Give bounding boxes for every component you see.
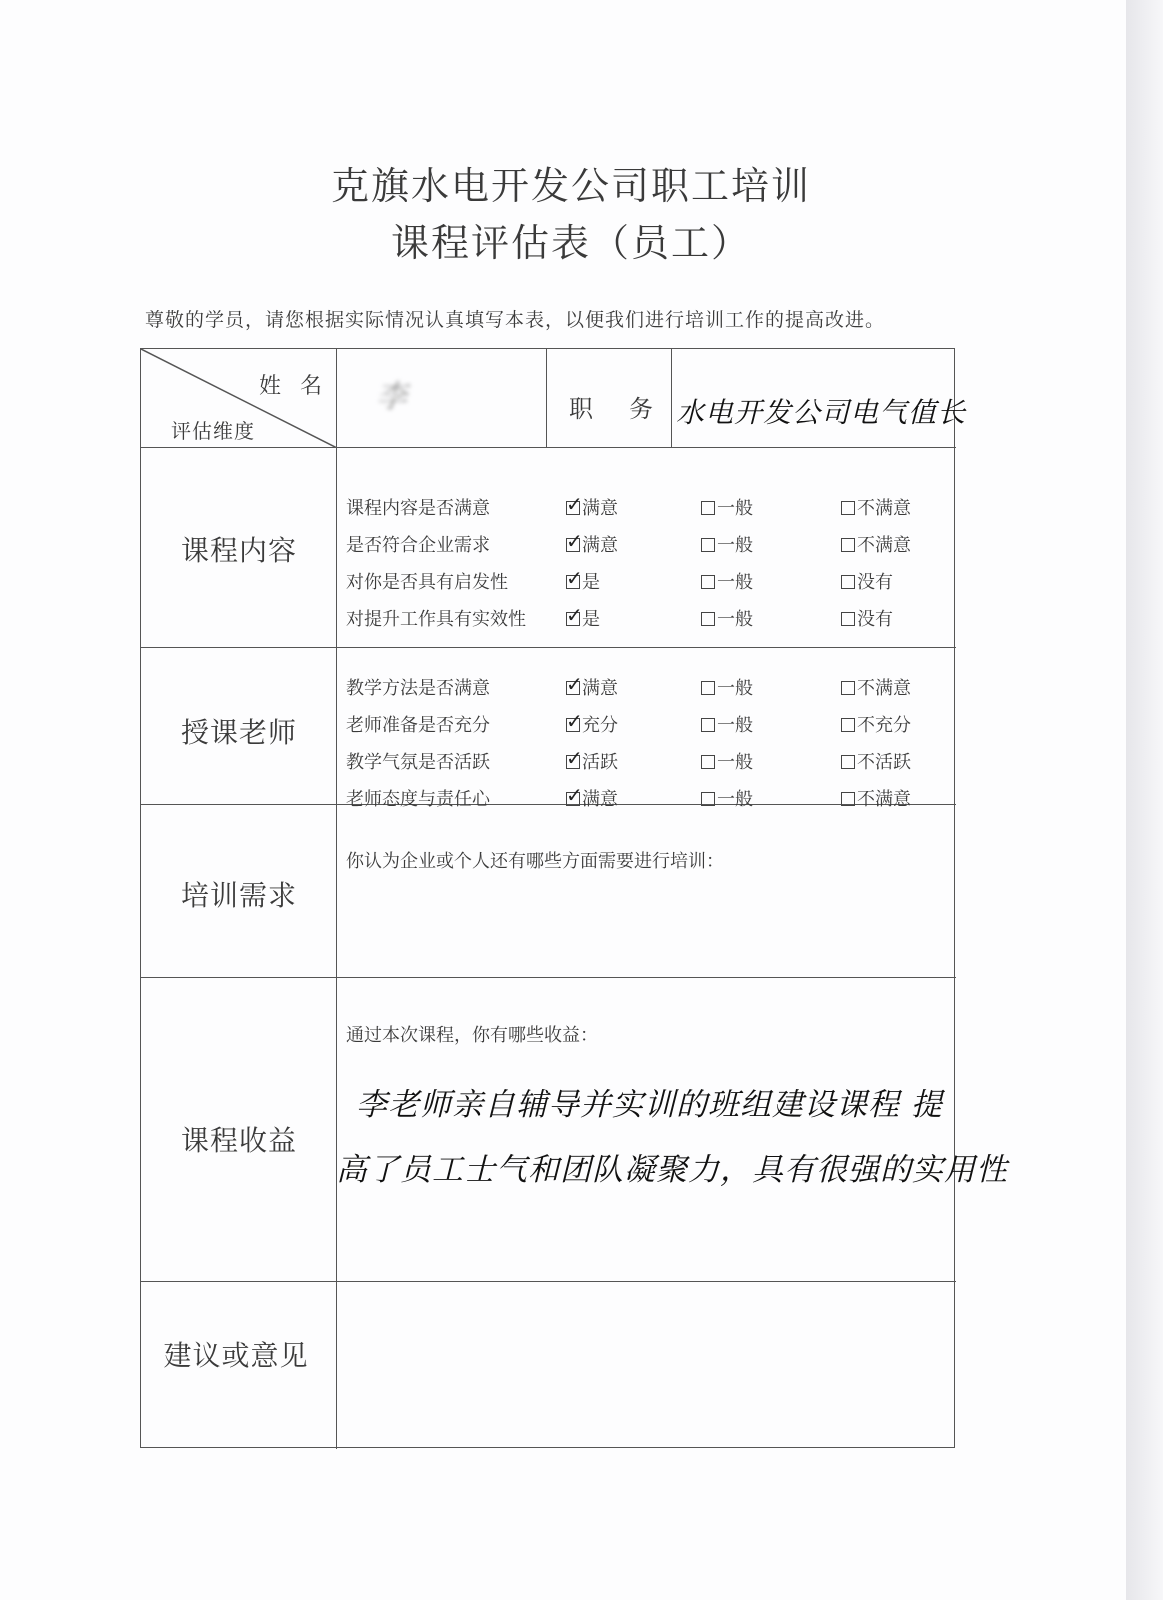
option-label: 满意	[582, 789, 618, 810]
checkbox[interactable]	[701, 612, 715, 626]
option[interactable]	[841, 605, 893, 631]
option[interactable]	[566, 674, 618, 700]
checkbox[interactable]	[841, 718, 855, 732]
name-value: 李	[376, 379, 408, 415]
question-label: 老师准备是否充分	[346, 715, 490, 736]
checkbox[interactable]	[701, 575, 715, 589]
option-label: 一般	[717, 572, 753, 593]
checkbox[interactable]	[701, 538, 715, 552]
option[interactable]	[701, 748, 753, 774]
question-label: 老师态度与责任心	[346, 789, 490, 810]
checkbox[interactable]	[701, 718, 715, 732]
checkbox[interactable]	[566, 492, 583, 516]
section-label-content: 课程内容	[180, 534, 297, 567]
question-label: 教学气氛是否活跃	[346, 752, 490, 773]
option-label: 一般	[717, 715, 753, 736]
position-label: 职 务	[569, 395, 659, 423]
option[interactable]	[566, 748, 618, 774]
option-label: 没有	[857, 609, 893, 630]
checkmark-icon: ✓	[566, 529, 583, 553]
checkbox[interactable]	[701, 501, 715, 515]
section-label-benefits: 课程收益	[180, 1124, 297, 1157]
checkbox[interactable]	[566, 566, 583, 590]
option-label: 不活跃	[857, 752, 911, 773]
option[interactable]	[701, 674, 753, 700]
checkbox[interactable]	[566, 603, 583, 627]
checkbox[interactable]	[566, 746, 583, 770]
section-label-suggestions: 建议或意见	[163, 1339, 309, 1372]
name-label: 姓 名	[259, 374, 328, 399]
evaluation-table	[140, 348, 1008, 1448]
checkbox[interactable]	[701, 681, 715, 695]
option[interactable]	[701, 494, 753, 520]
option-label: 活跃	[582, 752, 618, 773]
checkmark-icon: ✓	[566, 783, 583, 807]
needs-prompt: 你认为企业或个人还有哪些方面需要进行培训：	[346, 851, 724, 872]
checkbox[interactable]	[566, 672, 583, 696]
row-divider	[141, 804, 956, 805]
checkbox[interactable]	[566, 709, 583, 733]
option-label: 满意	[582, 678, 618, 699]
option[interactable]	[841, 674, 911, 700]
option[interactable]	[701, 785, 753, 811]
checkbox[interactable]	[566, 783, 583, 807]
checkbox[interactable]	[841, 575, 855, 589]
row-divider	[141, 1281, 956, 1282]
option-label: 不满意	[857, 789, 911, 810]
question-label: 是否符合企业需求	[346, 535, 490, 556]
benefits-answer-line-2: 高了员工士气和团队凝聚力，具有很强的实用性	[336, 1152, 1008, 1188]
checkbox[interactable]	[841, 755, 855, 769]
checkbox[interactable]	[701, 755, 715, 769]
option[interactable]	[841, 568, 893, 594]
option[interactable]	[701, 605, 753, 631]
option-label: 充分	[582, 715, 618, 736]
option-label: 是	[582, 609, 600, 630]
section-label-needs: 培训需求	[180, 879, 297, 912]
option[interactable]	[566, 531, 618, 557]
checkbox[interactable]	[701, 792, 715, 806]
option[interactable]	[701, 711, 753, 737]
checkmark-icon: ✓	[566, 746, 583, 770]
option-label: 没有	[857, 572, 893, 593]
option[interactable]	[841, 785, 911, 811]
option[interactable]	[566, 711, 618, 737]
column-divider	[546, 349, 547, 447]
option[interactable]	[566, 785, 618, 811]
option-label: 满意	[582, 535, 618, 556]
checkbox[interactable]	[841, 612, 855, 626]
option-label: 一般	[717, 678, 753, 699]
option-label: 是	[582, 572, 600, 593]
benefits-prompt: 通过本次课程，你有哪些收益：	[346, 1025, 598, 1046]
option[interactable]	[841, 494, 911, 520]
option[interactable]	[841, 531, 911, 557]
option-label: 一般	[717, 609, 753, 630]
intro-text: 尊敬的学员，请您根据实际情况认真填写本表，以便我们进行培训工作的提高改进。	[145, 309, 886, 331]
title-line-2: 课程评估表（员工）	[390, 221, 751, 265]
checkmark-icon: ✓	[566, 566, 583, 590]
option[interactable]	[701, 568, 753, 594]
option[interactable]	[701, 531, 753, 557]
option-label: 满意	[582, 498, 618, 519]
question-label: 对你是否具有启发性	[346, 572, 508, 593]
dimension-label: 评估维度	[171, 419, 255, 443]
checkbox[interactable]	[841, 681, 855, 695]
option-label: 一般	[717, 752, 753, 773]
checkbox[interactable]	[841, 792, 855, 806]
option-label: 不满意	[857, 678, 911, 699]
question-label: 课程内容是否满意	[346, 498, 490, 519]
checkmark-icon: ✓	[566, 672, 583, 696]
row-divider	[141, 977, 956, 978]
checkmark-icon: ✓	[566, 492, 583, 516]
section-label-teacher: 授课老师	[180, 716, 297, 749]
checkmark-icon: ✓	[566, 709, 583, 733]
option[interactable]	[566, 494, 618, 520]
column-divider	[671, 349, 672, 447]
option[interactable]	[841, 711, 911, 737]
row-divider	[141, 647, 956, 648]
title-line-1: 克旗水电开发公司职工培训	[330, 164, 811, 208]
option-label: 不满意	[857, 535, 911, 556]
option[interactable]	[566, 568, 600, 594]
checkbox[interactable]	[566, 529, 583, 553]
checkmark-icon: ✓	[566, 603, 583, 627]
question-label: 教学方法是否满意	[346, 678, 490, 699]
position-value: 水电开发公司电气值长	[676, 396, 967, 429]
benefits-answer-line-1: 李老师亲自辅导并实训的班组建设课程 提	[356, 1087, 943, 1123]
option-label: 一般	[717, 535, 753, 556]
checkbox[interactable]	[841, 538, 855, 552]
option-label: 不满意	[857, 498, 911, 519]
option[interactable]	[566, 605, 600, 631]
option-label: 不充分	[857, 715, 911, 736]
option[interactable]	[841, 748, 911, 774]
checkbox[interactable]	[841, 501, 855, 515]
question-label: 对提升工作具有实效性	[346, 609, 526, 630]
option-label: 一般	[717, 789, 753, 810]
option-label: 一般	[717, 498, 753, 519]
